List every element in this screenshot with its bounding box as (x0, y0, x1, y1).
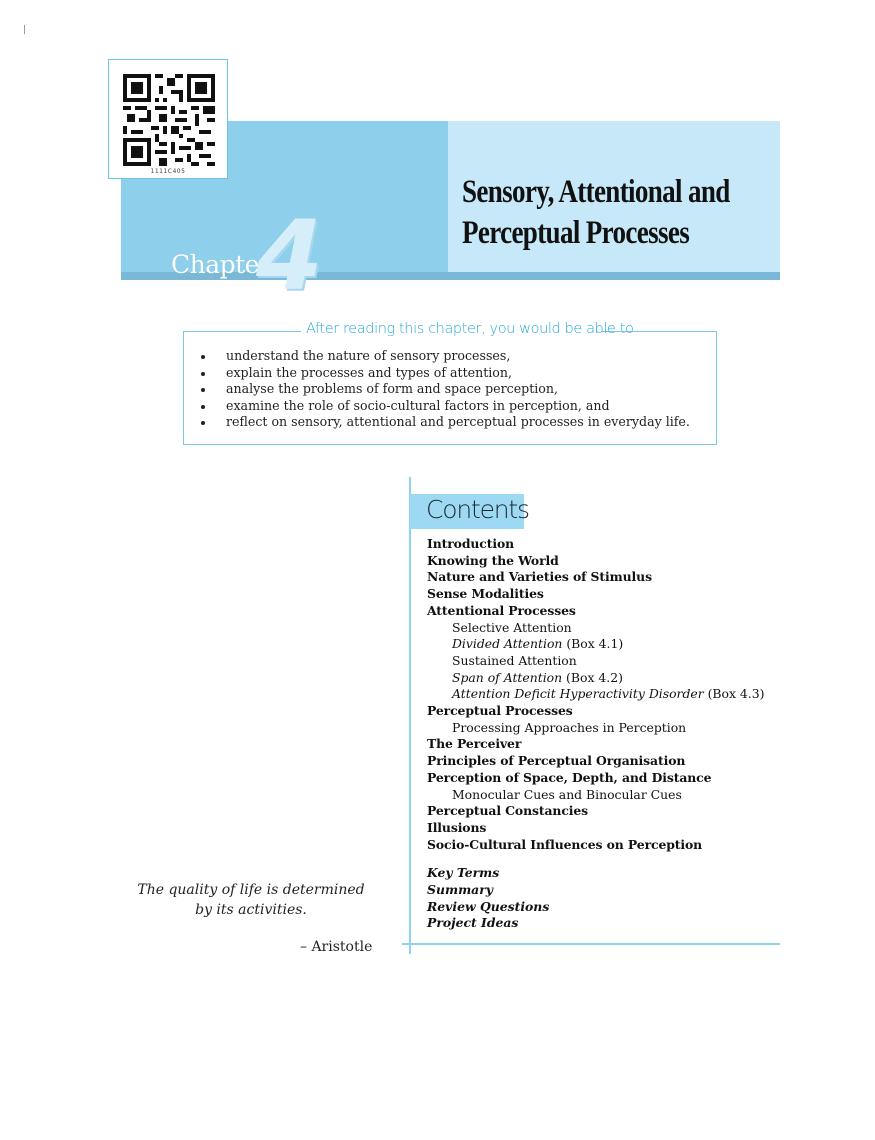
toc-subitem-title: Attention Deficit Hyperactivity Disorder (452, 686, 704, 702)
contents-title: Contents (426, 495, 529, 524)
toc-back-item[interactable]: Project Ideas (427, 915, 519, 931)
toc-item[interactable]: Perceptual Constancies (427, 803, 589, 819)
chapter-title (462, 172, 774, 254)
toc-subitem[interactable]: Monocular Cues and Binocular Cues (452, 786, 682, 802)
quote-author: – Aristotle (300, 939, 373, 955)
toc-item[interactable]: Perception of Space, Depth, and Distance (427, 769, 712, 785)
toc-item[interactable]: Illusions (427, 819, 487, 835)
chapter-title-line1: Sensory, Attentional and (462, 174, 730, 210)
toc-item[interactable]: Knowing the World (427, 552, 559, 568)
toc-item[interactable]: Sense Modalities (427, 586, 544, 602)
toc-subitem[interactable] (427, 686, 764, 703)
objectives-rule-left (183, 331, 301, 332)
toc-subitem[interactable]: Sustained Attention (452, 652, 577, 668)
table-of-contents (427, 536, 764, 932)
toc-spacer (427, 853, 764, 865)
toc-back-item[interactable]: Summary (427, 882, 493, 898)
toc-box-ref: (Box 4.1) (562, 636, 624, 652)
qr-code-id: 1111C405 (150, 168, 186, 175)
toc-box-ref: (Box 4.2) (562, 669, 623, 685)
objectives-heading: After reading this chapter, you would be able to (306, 321, 634, 337)
toc-item[interactable]: Socio-Cultural Influences on Perception (427, 836, 703, 852)
toc-subitem[interactable] (427, 636, 764, 653)
crop-mark (24, 25, 25, 34)
toc-back-item[interactable]: Review Questions (427, 898, 550, 914)
toc-subitem[interactable]: Processing Approaches in Perception (452, 719, 687, 735)
toc-subitem-title: Span of Attention (452, 669, 563, 685)
toc-box-ref: (Box 4.3) (703, 686, 765, 702)
contents-vertical-rule (409, 477, 411, 954)
objective-item: examine the role of socio-cultural factors in perception, and (198, 398, 690, 415)
toc-subitem[interactable]: Selective Attention (452, 619, 572, 635)
quote-line2: by its activities. (195, 902, 307, 918)
objective-item: understand the nature of sensory processes, (198, 348, 690, 365)
objective-item: analyse the problems of form and space perception, (198, 381, 690, 398)
toc-item[interactable]: Perceptual Processes (427, 703, 573, 719)
toc-subitem[interactable] (427, 670, 764, 687)
toc-subitem-title: Divided Attention (452, 636, 563, 652)
chapter-number: 4 (256, 200, 323, 312)
objectives-list (198, 348, 690, 431)
contents-horizontal-rule (402, 943, 780, 945)
toc-item[interactable]: Principles of Perceptual Organisation (427, 753, 686, 769)
toc-item[interactable]: The Perceiver (427, 736, 522, 752)
qr-code-icon (123, 74, 215, 166)
objective-item: explain the processes and types of attention, (198, 365, 690, 382)
objective-item: reflect on sensory, attentional and perceptual processes in everyday life. (198, 414, 690, 431)
epigraph-quote (118, 880, 384, 920)
toc-item[interactable]: Nature and Varieties of Stimulus (427, 569, 652, 585)
chapter-label: Chapter (171, 250, 271, 279)
toc-back-item[interactable]: Key Terms (427, 865, 500, 881)
toc-item[interactable]: Attentional Processes (427, 602, 576, 618)
toc-item[interactable]: Introduction (427, 536, 515, 551)
chapter-title-line2: Perceptual Processes (462, 215, 690, 251)
quote-line1: The quality of life is determined (137, 882, 365, 898)
qr-code-box[interactable] (108, 59, 228, 179)
